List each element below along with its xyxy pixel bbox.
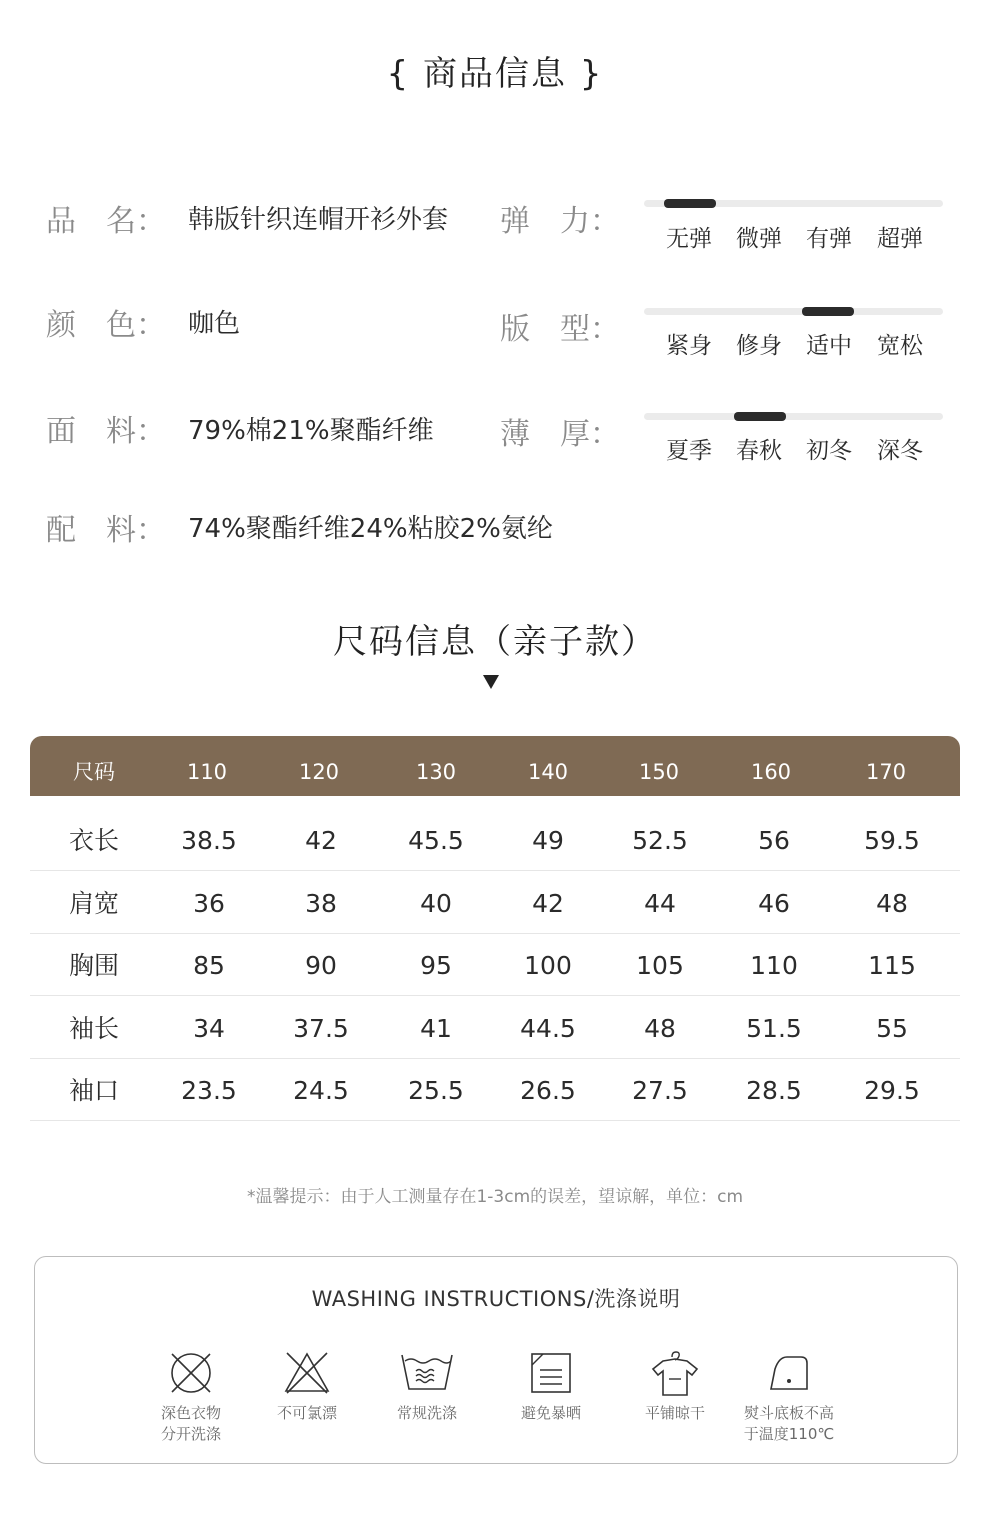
table-cell: 51.5 — [746, 1014, 802, 1043]
wash-item-separate — [131, 1349, 251, 1445]
table-row — [30, 933, 960, 996]
table-cell: 49 — [532, 826, 564, 855]
wash-item-normal-wash — [367, 1349, 487, 1424]
table-cell: 105 — [636, 951, 684, 980]
fit-option: 宽松 — [877, 333, 923, 359]
shade-dry-icon — [527, 1349, 575, 1397]
no-wash-separate-icon — [167, 1349, 215, 1397]
row-name: 袖口 — [68, 1076, 119, 1105]
flat-dry-shirt-icon — [649, 1349, 701, 1399]
wash-label: 平铺晾干 — [644, 1404, 705, 1422]
table-cell: 34 — [193, 1014, 225, 1043]
field-value-color: 咖色 — [188, 309, 241, 339]
fit-scale-marker — [802, 307, 854, 316]
fit-option: 适中 — [806, 333, 852, 359]
table-cell: 24.5 — [293, 1076, 349, 1105]
elasticity-option: 有弹 — [806, 226, 852, 252]
table-cell: 95 — [420, 951, 452, 980]
elasticity-scale-track — [644, 200, 943, 207]
measurement-note: *温馨提示：由于人工测量存在1-3cm的误差，望谅解，单位：cm — [246, 1187, 744, 1207]
no-bleach-icon — [283, 1349, 331, 1397]
table-cell: 23.5 — [181, 1076, 237, 1105]
table-cell: 90 — [305, 951, 337, 980]
wash-label: 避免暴晒 — [520, 1404, 581, 1422]
row-name: 肩宽 — [68, 889, 119, 918]
table-cell: 45.5 — [408, 826, 464, 855]
header-cell: 110 — [186, 760, 228, 784]
thickness-option: 初冬 — [806, 438, 852, 464]
fit-option: 修身 — [736, 333, 782, 359]
table-cell: 44 — [644, 889, 676, 918]
wash-label: 分开洗涤 — [160, 1425, 221, 1443]
table-cell: 38.5 — [181, 826, 237, 855]
fit-option: 紧身 — [666, 333, 712, 359]
table-cell: 85 — [193, 951, 225, 980]
table-cell: 42 — [532, 889, 564, 918]
wash-label: 不可氯漂 — [276, 1404, 337, 1422]
wash-item-avoid-sun — [491, 1349, 611, 1424]
table-row — [30, 996, 960, 1059]
wash-tub-icon — [399, 1349, 455, 1397]
table-cell: 28.5 — [746, 1076, 802, 1105]
thickness-option: 春秋 — [736, 438, 782, 464]
field-label-color: 颜 色： — [46, 308, 166, 343]
field-label-accessory: 配 料： — [46, 513, 166, 548]
table-cell: 48 — [644, 1014, 676, 1043]
header-cell: 150 — [638, 760, 680, 784]
header-cell: 130 — [415, 760, 457, 784]
row-name: 衣长 — [68, 826, 119, 855]
thickness-scale-marker — [734, 412, 786, 421]
wash-label: 常规洗涤 — [396, 1404, 457, 1422]
field-value-accessory: 74%聚酯纤维24%粘胶2%氨纶 — [188, 514, 553, 544]
table-row — [30, 1058, 960, 1121]
table-cell: 46 — [758, 889, 790, 918]
elasticity-option: 微弹 — [736, 226, 782, 252]
table-cell: 38 — [305, 889, 337, 918]
table-cell: 55 — [876, 1014, 908, 1043]
table-cell: 56 — [758, 826, 790, 855]
field-value-fabric: 79%棉21%聚酯纤维 — [188, 416, 434, 446]
wash-item-flat-dry — [615, 1349, 735, 1424]
header-cell: 170 — [865, 760, 907, 784]
table-cell: 40 — [420, 889, 452, 918]
field-value-name: 韩版针织连帽开衫外套 — [188, 205, 449, 235]
header-cell: 140 — [527, 760, 569, 784]
iron-icon — [763, 1349, 815, 1397]
elasticity-option: 超弹 — [877, 226, 923, 252]
field-label-fabric: 面 料： — [46, 414, 166, 449]
wash-item-bleach — [247, 1349, 367, 1424]
header-cell: 尺码 — [73, 760, 115, 784]
field-label-name: 品 名： — [46, 204, 166, 239]
table-cell: 29.5 — [864, 1076, 920, 1105]
thickness-option: 夏季 — [666, 438, 712, 464]
scale-label-fit: 版 型： — [500, 312, 620, 347]
table-cell: 44.5 — [520, 1014, 576, 1043]
table-cell: 115 — [868, 951, 916, 980]
table-cell: 41 — [420, 1014, 452, 1043]
scale-label-thickness: 薄 厚： — [500, 417, 620, 452]
table-cell: 110 — [750, 951, 798, 980]
table-cell: 27.5 — [632, 1076, 688, 1105]
scale-label-elasticity: 弹 力： — [500, 204, 620, 239]
thickness-scale-track — [644, 413, 943, 420]
wash-item-iron — [729, 1349, 849, 1445]
table-cell: 100 — [524, 951, 572, 980]
washing-title: WASHING INSTRUCTIONS/洗涤说明 — [311, 1287, 681, 1311]
fit-scale-track — [644, 308, 943, 315]
size-info-title: 尺码信息（亲子款） — [333, 622, 657, 662]
size-table-header — [30, 736, 960, 796]
table-cell: 48 — [876, 889, 908, 918]
washing-instructions-box — [34, 1256, 958, 1464]
table-cell: 25.5 — [408, 1076, 464, 1105]
thickness-option: 深冬 — [877, 438, 923, 464]
row-name: 胸围 — [68, 951, 119, 980]
table-row — [30, 871, 960, 934]
table-cell: 42 — [305, 826, 337, 855]
table-row — [30, 808, 960, 871]
table-cell: 59.5 — [864, 826, 920, 855]
elasticity-scale-marker — [664, 199, 716, 208]
table-cell: 52.5 — [632, 826, 688, 855]
wash-label: 于温度110℃ — [743, 1425, 835, 1443]
wash-label: 熨斗底板不高 — [743, 1404, 834, 1422]
row-name: 袖长 — [68, 1014, 119, 1043]
header-cell: 160 — [750, 760, 792, 784]
elasticity-option: 无弹 — [666, 226, 712, 252]
product-info-title: { 商品信息 } — [386, 54, 604, 94]
table-cell: 26.5 — [520, 1076, 576, 1105]
down-triangle-icon — [483, 675, 499, 689]
table-cell: 37.5 — [293, 1014, 349, 1043]
wash-label: 深色衣物 — [160, 1404, 221, 1422]
header-cell: 120 — [298, 760, 340, 784]
table-cell: 36 — [193, 889, 225, 918]
